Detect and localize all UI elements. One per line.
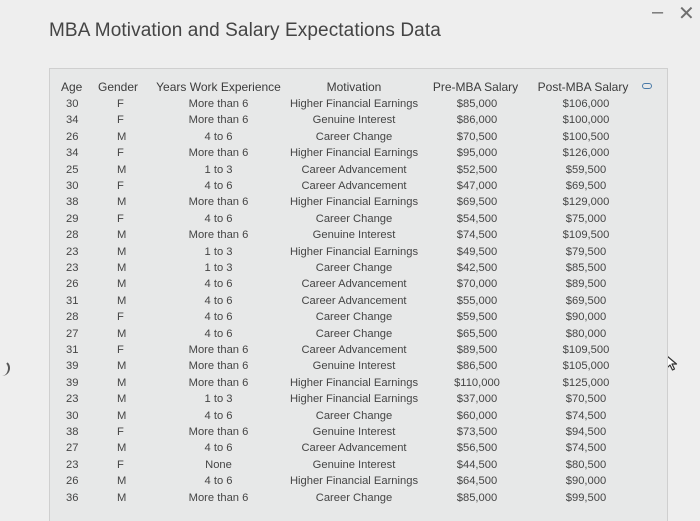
cell-gender: F [117,180,124,192]
cell-gender: F [117,98,124,110]
cell-age: 30 [66,98,79,110]
cell-age: 30 [66,180,79,192]
cell-pre-mba-salary: $59,500 [456,311,498,324]
cell-age: 25 [66,163,79,176]
cell-age: 30 [66,409,79,422]
cell-pre-mba-salary: $70,500 [456,130,498,143]
cell-motivation: Higher Financial Earnings [289,393,419,406]
cell-age: 31 [66,294,79,307]
cell-post-mba-salary: $69,500 [565,180,607,192]
cell-motivation: Career Change [315,409,393,422]
cell-pre-mba-salary: $73,500 [456,426,498,438]
cell-pre-mba-salary: $110,000 [454,376,500,389]
cell-pre-mba-salary: $74,500 [456,229,498,242]
data-table [49,68,668,521]
cell-age: 29 [66,212,79,225]
cell-years-work-experience: More than 6 [188,147,249,160]
cell-gender: M [117,278,127,291]
cell-post-mba-salary: $80,000 [565,327,607,340]
table-row [50,162,667,178]
cell-pre-mba-salary: $86,000 [456,114,498,127]
cell-motivation: Career Change [315,491,393,504]
cell-years-work-experience: 4 to 6 [204,180,233,192]
table-row [50,194,667,210]
cell-pre-mba-salary: $56,500 [456,442,498,455]
cell-gender: F [117,147,124,160]
cell-motivation: Higher Financial Earnings [289,147,419,160]
table-row [50,178,667,194]
cell-years-work-experience: More than 6 [188,196,249,209]
cell-age: 28 [66,229,79,242]
cell-years-work-experience: More than 6 [188,376,249,389]
cell-gender: M [117,327,127,340]
cell-gender: M [117,442,127,455]
cell-age: 26 [66,130,79,143]
table-row [50,244,667,260]
table-row [50,457,667,473]
header-years-work-experience[interactable]: Years Work Experience [156,80,281,94]
cell-gender: F [117,311,124,324]
cell-motivation: Genuine Interest [312,114,396,127]
table-row [50,342,667,358]
table-row [50,391,667,407]
cell-gender: M [117,245,127,258]
cell-pre-mba-salary: $55,000 [456,294,498,307]
cell-motivation: Career Advancement [301,180,407,192]
cell-years-work-experience: 4 to 6 [204,442,233,455]
cell-pre-mba-salary: $42,500 [456,262,498,274]
cell-post-mba-salary: $85,500 [565,262,607,274]
cell-motivation: Higher Financial Earnings [289,475,419,488]
cell-pre-mba-salary: $70,000 [456,278,498,291]
cell-motivation: Higher Financial Earnings [289,245,419,258]
cell-age: 27 [66,327,79,340]
table-row [50,326,667,342]
cell-years-work-experience: More than 6 [188,344,249,356]
cell-years-work-experience: 4 to 6 [204,327,233,340]
cell-pre-mba-salary: $65,500 [456,327,498,340]
cell-post-mba-salary: $90,000 [565,311,607,324]
cell-motivation: Higher Financial Earnings [289,376,419,389]
cell-post-mba-salary: $100,000 [562,114,610,127]
cell-gender: M [117,130,127,143]
cell-age: 39 [66,360,79,373]
cell-post-mba-salary: $74,500 [565,409,607,422]
table-row [50,408,667,424]
cell-years-work-experience: 1 to 3 [204,163,233,176]
cell-age: 34 [66,114,79,127]
cell-gender: M [117,262,127,274]
cell-gender: F [117,426,124,438]
cell-post-mba-salary: $106,000 [562,98,610,110]
cell-years-work-experience: 4 to 6 [204,294,233,307]
cell-post-mba-salary: $69,500 [565,294,607,307]
cell-post-mba-salary: $100,500 [562,130,610,143]
cell-age: 39 [66,376,79,389]
cell-motivation: Genuine Interest [312,229,396,242]
cell-gender: M [117,409,127,422]
cell-post-mba-salary: $90,000 [565,475,607,488]
cell-motivation: Genuine Interest [312,426,396,438]
cell-pre-mba-salary: $37,000 [456,393,498,406]
column-options-icon[interactable] [642,83,652,89]
cell-age: 23 [66,245,79,258]
cell-motivation: Genuine Interest [312,360,396,373]
cell-post-mba-salary: $79,500 [565,245,607,258]
cell-years-work-experience: 1 to 3 [204,245,233,258]
cell-post-mba-salary: $109,500 [562,229,610,242]
cell-post-mba-salary: $126,000 [562,147,610,160]
cell-age: 23 [66,262,79,274]
cell-age: 38 [66,196,79,209]
cell-motivation: Career Change [315,311,393,324]
cell-years-work-experience: 1 to 3 [204,262,233,274]
cell-pre-mba-salary: $85,000 [456,98,498,110]
cell-pre-mba-salary: $47,000 [456,180,498,192]
cell-years-work-experience: More than 6 [188,360,249,373]
cell-years-work-experience: 4 to 6 [204,311,233,324]
cell-age: 36 [66,491,79,504]
cell-gender: F [117,344,124,356]
header-pre-mba-salary[interactable]: Pre-MBA Salary [432,80,519,94]
cell-gender: M [117,475,127,488]
cell-age: 34 [66,147,79,160]
cell-motivation: Career Advancement [301,294,407,307]
cell-motivation: Career Advancement [301,278,407,291]
cell-motivation: Career Change [315,212,393,225]
cell-motivation: Career Change [315,262,393,274]
table-row [50,96,667,112]
cell-age: 31 [66,344,79,356]
table-row [50,112,667,128]
left-edge-arrow-icon [0,360,10,376]
cell-years-work-experience: More than 6 [188,491,249,504]
cell-pre-mba-salary: $95,000 [456,147,498,160]
table-row [50,227,667,243]
table-row [50,276,667,292]
cell-pre-mba-salary: $89,500 [456,344,498,356]
cell-pre-mba-salary: $54,500 [456,212,498,225]
cell-post-mba-salary: $129,000 [562,196,610,209]
cell-pre-mba-salary: $60,000 [456,409,498,422]
cell-gender: M [117,491,127,504]
cell-post-mba-salary: $99,500 [565,491,607,504]
table-row [50,375,667,391]
cell-years-work-experience: More than 6 [188,426,249,438]
cell-years-work-experience: More than 6 [188,98,249,110]
cell-years-work-experience: More than 6 [188,114,249,127]
header-gender[interactable]: Gender [98,80,139,94]
cell-gender: M [117,360,127,373]
cell-pre-mba-salary: $85,000 [456,491,498,504]
cell-gender: M [117,294,127,307]
cell-gender: M [117,229,127,242]
header-motivation[interactable]: Motivation [326,80,382,94]
minimize-icon[interactable]: – [652,1,664,23]
cell-motivation: Career Change [315,130,393,143]
cell-pre-mba-salary: $69,500 [456,196,498,209]
cell-age: 23 [66,393,79,406]
close-icon[interactable]: ✕ [678,3,695,25]
cell-age: 26 [66,475,79,488]
cell-gender: F [117,114,124,127]
cell-years-work-experience: 4 to 6 [204,278,233,291]
table-row [50,145,667,161]
cell-motivation: Career Advancement [301,344,407,356]
cell-years-work-experience: 1 to 3 [204,393,233,406]
cell-pre-mba-salary: $64,500 [456,475,498,488]
table-row [50,129,667,145]
cell-years-work-experience: 4 to 6 [204,409,233,422]
cell-years-work-experience: 4 to 6 [204,130,233,143]
cell-age: 28 [66,311,79,324]
cell-age: 26 [66,278,79,291]
cell-motivation: Genuine Interest [312,458,396,471]
table-header-row [50,79,667,95]
cell-years-work-experience: 4 to 6 [204,212,233,225]
cell-gender: M [117,196,127,209]
page-title: MBA Motivation and Salary Expectations Data [49,20,441,41]
cell-post-mba-salary: $74,500 [565,442,607,455]
table-row [50,490,667,506]
cell-post-mba-salary: $59,500 [565,163,607,176]
cell-motivation: Career Advancement [301,163,407,176]
cell-age: 38 [66,426,79,438]
table-row [50,293,667,309]
cell-gender: M [117,163,127,176]
cell-age: 27 [66,442,79,455]
cell-post-mba-salary: $75,000 [565,212,607,225]
cell-gender: M [117,393,127,406]
table-row [50,358,667,374]
cell-gender: F [117,458,124,471]
cell-post-mba-salary: $89,500 [565,278,607,291]
cell-post-mba-salary: $125,000 [562,376,610,389]
table-row [50,473,667,489]
cell-motivation: Higher Financial Earnings [289,196,419,209]
header-post-mba-salary[interactable]: Post-MBA Salary [537,80,629,94]
table-row [50,309,667,325]
cell-post-mba-salary: $80,500 [565,458,607,471]
cell-post-mba-salary: $94,500 [565,426,607,438]
cell-pre-mba-salary: $86,500 [456,360,498,373]
cell-post-mba-salary: $70,500 [565,393,607,406]
table-row [50,211,667,227]
cell-age: 23 [66,458,79,471]
cell-post-mba-salary: $109,500 [562,344,610,356]
cell-pre-mba-salary: $44,500 [456,458,498,471]
cell-post-mba-salary: $105,000 [562,360,610,373]
cell-gender: M [117,376,127,389]
table-row [50,424,667,440]
table-row [50,440,667,456]
header-age[interactable]: Age [61,80,83,94]
cell-years-work-experience: None [205,458,232,471]
cell-motivation: Higher Financial Earnings [289,98,419,110]
cell-years-work-experience: More than 6 [188,229,249,242]
cell-pre-mba-salary: $52,500 [456,163,498,176]
cell-motivation: Career Change [315,327,393,340]
table-row [50,260,667,276]
cell-motivation: Career Advancement [301,442,407,455]
cell-years-work-experience: 4 to 6 [204,475,233,488]
cell-gender: F [117,212,124,225]
cell-pre-mba-salary: $49,500 [456,245,498,258]
